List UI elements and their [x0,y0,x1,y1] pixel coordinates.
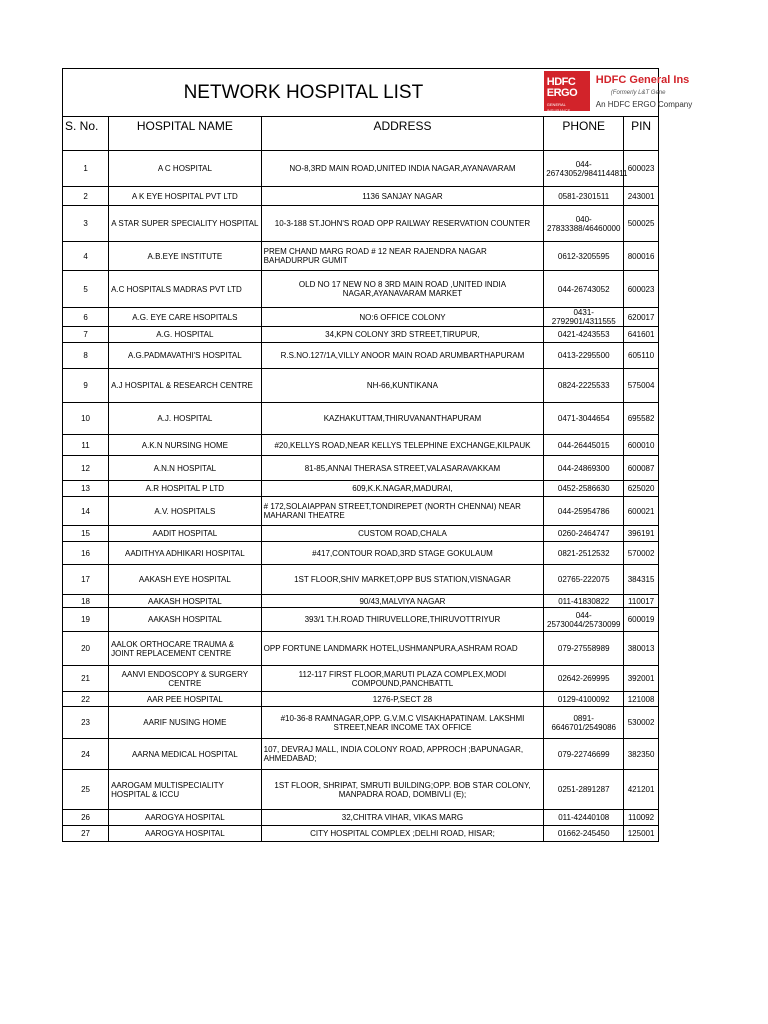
cell-phone: 0452-2586630 [544,481,624,497]
table-row [63,565,659,595]
cell-phone: 0821-2512532 [544,542,624,565]
cell-phone: 0421-4243553 [544,327,624,343]
table-row [63,542,659,565]
cell-address: 1136 SANJAY NAGAR [261,187,544,206]
cell-pin: 641601 [624,327,659,343]
cell-phone: 0891-6646701/2549086 [544,707,624,739]
cell-hospital-name: A.R HOSPITAL P LTD [109,481,262,497]
table-row [63,343,659,369]
cell-hospital-name: A STAR SUPER SPECIALITY HOSPITAL [109,206,262,242]
cell-sno: 18 [63,595,109,608]
cell-pin: 530002 [624,707,659,739]
cell-address: 107, DEVRAJ MALL, INDIA COLONY ROAD, APPROCH ;BAPUNAGAR, AHMEDABAD; [261,739,544,770]
table-row [63,770,659,810]
table-row [63,327,659,343]
cell-pin: 625020 [624,481,659,497]
header-row [63,117,659,151]
cell-pin: 110092 [624,810,659,826]
cell-sno: 13 [63,481,109,497]
cell-address: 393/1 T.H.ROAD THIRUVELLORE,THIRUVOTTRIYUR [261,608,544,632]
cell-pin: 575004 [624,369,659,403]
cell-pin: 243001 [624,187,659,206]
cell-address: CUSTOM ROAD,CHALA [261,526,544,542]
cell-phone: 0413-2295500 [544,343,624,369]
cell-pin: 600021 [624,497,659,526]
brand-name: HDFC General Ins [595,74,690,86]
cell-phone: 044-25954786 [544,497,624,526]
cell-hospital-name: A.J. HOSPITAL [109,403,262,435]
cell-phone: 044-26743052 [544,271,624,308]
column-header-name: HOSPITAL NAME [109,117,262,151]
cell-address: R.S.NO.127/1A,VILLY ANOOR MAIN ROAD ARUMBARTHAPURAM [261,343,544,369]
cell-phone: 01662-245450 [544,826,624,842]
cell-hospital-name: AADIT HOSPITAL [109,526,262,542]
cell-address: 32,CHITRA VIHAR, VIKAS MARG [261,810,544,826]
cell-pin: 380013 [624,632,659,666]
logo-mark [544,71,590,111]
table-row [63,369,659,403]
table-row [63,810,659,826]
cell-hospital-name: A.J HOSPITAL & RESEARCH CENTRE [109,369,262,403]
cell-pin: 600087 [624,456,659,481]
cell-address: 1276-P,SECT 28 [261,692,544,707]
cell-sno: 22 [63,692,109,707]
cell-phone: 0260-2464747 [544,526,624,542]
cell-sno: 10 [63,403,109,435]
table-row [63,826,659,842]
cell-sno: 1 [63,151,109,187]
cell-address: 112-117 FIRST FLOOR,MARUTI PLAZA COMPLEX,MODI COMPOUND,PANCHBATTL [261,666,544,692]
logo-mark-line2: ERGO [546,87,578,99]
table-row [63,271,659,308]
hospital-list-table [62,68,693,842]
cell-pin: 382350 [624,739,659,770]
cell-phone: 044-25730044/25730099 [544,608,624,632]
cell-phone: 044-26445015 [544,435,624,456]
cell-phone: 0129-4100092 [544,692,624,707]
cell-phone: 040-27833388/46460000 [544,206,624,242]
cell-pin: 500025 [624,206,659,242]
cell-hospital-name: AALOK ORTHOCARE TRAUMA & JOINT REPLACEMENT CENTRE [109,632,262,666]
column-header-phone: PHONE [544,117,624,151]
document-title: NETWORK HOSPITAL LIST [63,69,544,117]
cell-phone: 011-42440108 [544,810,624,826]
cell-address: NO-8,3RD MAIN ROAD,UNITED INDIA NAGAR,AYANAVARAM [261,151,544,187]
cell-phone: 079-22746699 [544,739,624,770]
cell-phone: 0431-2792901/4311555 [544,308,624,327]
cell-pin: 695582 [624,403,659,435]
cell-sno: 25 [63,770,109,810]
table-row [63,151,659,187]
table-row [63,187,659,206]
cell-hospital-name: AADITHYA ADHIKARI HOSPITAL [109,542,262,565]
cell-sno: 21 [63,666,109,692]
cell-phone: 02765-222075 [544,565,624,595]
cell-sno: 9 [63,369,109,403]
cell-sno: 7 [63,327,109,343]
table-row [63,595,659,608]
table-row [63,456,659,481]
cell-hospital-name: A C HOSPITAL [109,151,262,187]
column-header-sno: S. No. [63,117,109,151]
cell-address: 1ST FLOOR,SHIV MARKET,OPP BUS STATION,VISNAGAR [261,565,544,595]
cell-address: 1ST FLOOR, SHRIPAT, SMRUTI BUILDING;OPP. BOB STAR COLONY, MANPADRA ROAD, DOMBIVLI (E); [261,770,544,810]
cell-sno: 11 [63,435,109,456]
cell-phone: 0612-3205595 [544,242,624,271]
cell-hospital-name: AAKASH EYE HOSPITAL [109,565,262,595]
table-row [63,526,659,542]
table-row [63,692,659,707]
cell-pin: 600010 [624,435,659,456]
cell-address: OPP FORTUNE LANDMARK HOTEL,USHMANPURA,ASHRAM ROAD [261,632,544,666]
cell-sno: 24 [63,739,109,770]
cell-pin: 800016 [624,242,659,271]
cell-hospital-name: AAROGYA HOSPITAL [109,810,262,826]
brand-formerly: (Formerly L&T Gene [610,90,666,96]
cell-address: 34,KPN COLONY 3RD STREET,TIRUPUR, [261,327,544,343]
table-row [63,739,659,770]
cell-hospital-name: AAROGYA HOSPITAL [109,826,262,842]
table-row [63,707,659,739]
cell-address: NO:6 OFFICE COLONY [261,308,544,327]
cell-sno: 3 [63,206,109,242]
cell-hospital-name: AARIF NUSING HOME [109,707,262,739]
cell-address: #10-36-8 RAMNAGAR,OPP. G.V.M.C VISAKHAPATINAM. LAKSHMI STREET,NEAR INCOME TAX OFFICE [261,707,544,739]
table-row [63,242,659,271]
cell-hospital-name: AAKASH HOSPITAL [109,608,262,632]
table-row [63,308,659,327]
table-row [63,666,659,692]
cell-sno: 20 [63,632,109,666]
cell-pin: 421201 [624,770,659,810]
cell-pin: 125001 [624,826,659,842]
cell-sno: 27 [63,826,109,842]
cell-hospital-name: A.G.PADMAVATHI'S HOSPITAL [109,343,262,369]
cell-phone: 0471-3044654 [544,403,624,435]
cell-pin: 121008 [624,692,659,707]
cell-address: 609,K.K.NAGAR,MADURAI, [261,481,544,497]
cell-hospital-name: AAR PEE HOSPITAL [109,692,262,707]
cell-hospital-name: A.B.EYE INSTITUTE [109,242,262,271]
cell-pin: 600023 [624,271,659,308]
table-row [63,403,659,435]
cell-phone: 0824-2225533 [544,369,624,403]
logo-mark-tagline: GENERAL INSURANCE [546,102,571,113]
cell-sno: 23 [63,707,109,739]
cell-sno: 2 [63,187,109,206]
hdfc-ergo-logo [544,69,693,117]
cell-sno: 15 [63,526,109,542]
cell-phone: 02642-269995 [544,666,624,692]
cell-sno: 8 [63,343,109,369]
cell-phone: 011-41830822 [544,595,624,608]
brand-parent: An HDFC ERGO Company [595,100,693,109]
cell-sno: 19 [63,608,109,632]
cell-address: 81-85,ANNAI THERASA STREET,VALASARAVAKKAM [261,456,544,481]
cell-address: NH-66,KUNTIKANA [261,369,544,403]
cell-sno: 5 [63,271,109,308]
cell-phone: 044-26743052/9841144811 [544,151,624,187]
cell-pin: 570002 [624,542,659,565]
title-row [63,69,659,117]
column-header-pin: PIN [624,117,659,151]
cell-phone: 079-27558989 [544,632,624,666]
cell-address: #417,CONTOUR ROAD,3RD STAGE GOKULAUM [261,542,544,565]
cell-pin: 620017 [624,308,659,327]
cell-address: 10-3-188 ST.JOHN'S ROAD OPP RAILWAY RESERVATION COUNTER [261,206,544,242]
cell-pin: 396191 [624,526,659,542]
cell-pin: 605110 [624,343,659,369]
cell-address: CITY HOSPITAL COMPLEX ;DELHI ROAD, HISAR; [261,826,544,842]
cell-pin: 110017 [624,595,659,608]
cell-hospital-name: A.G. EYE CARE HSOPITALS [109,308,262,327]
cell-address: 90/43,MALVIYA NAGAR [261,595,544,608]
table-row [63,206,659,242]
cell-address: # 172,SOLAIAPPAN STREET,TONDIREPET (NORTH CHENNAI) NEAR MAHARANI THEATRE [261,497,544,526]
table-row [63,632,659,666]
cell-hospital-name: AARNA MEDICAL HOSPITAL [109,739,262,770]
table-row [63,497,659,526]
cell-address: KAZHAKUTTAM,THIRUVANANTHAPURAM [261,403,544,435]
cell-address: #20,KELLYS ROAD,NEAR KELLYS TELEPHINE EXCHANGE,KILPAUK [261,435,544,456]
cell-hospital-name: A.K.N NURSING HOME [109,435,262,456]
cell-pin: 600023 [624,151,659,187]
cell-sno: 26 [63,810,109,826]
cell-address: OLD NO 17 NEW NO 8 3RD MAIN ROAD ,UNITED INDIA NAGAR,AYANAVARAM MARKET [261,271,544,308]
logo-mark-line1: HDFC [546,76,576,88]
cell-pin: 600019 [624,608,659,632]
cell-pin: 392001 [624,666,659,692]
cell-address: PREM CHAND MARG ROAD # 12 NEAR RAJENDRA NAGAR BAHADURPUR GUMIT [261,242,544,271]
cell-sno: 14 [63,497,109,526]
cell-pin: 384315 [624,565,659,595]
table-row [63,481,659,497]
cell-hospital-name: A.V. HOSPITALS [109,497,262,526]
cell-hospital-name: AAKASH HOSPITAL [109,595,262,608]
cell-phone: 0581-2301511 [544,187,624,206]
cell-sno: 16 [63,542,109,565]
cell-hospital-name: AANVI ENDOSCOPY & SURGERY CENTRE [109,666,262,692]
cell-hospital-name: A.N.N HOSPITAL [109,456,262,481]
cell-sno: 17 [63,565,109,595]
cell-sno: 12 [63,456,109,481]
cell-phone: 0251-2891287 [544,770,624,810]
cell-sno: 6 [63,308,109,327]
cell-hospital-name: AAROGAM MULTISPECIALITY HOSPITAL & ICCU [109,770,262,810]
cell-hospital-name: A.G. HOSPITAL [109,327,262,343]
cell-phone: 044-24869300 [544,456,624,481]
cell-hospital-name: A.C HOSPITALS MADRAS PVT LTD [109,271,262,308]
table-row [63,435,659,456]
cell-hospital-name: A K EYE HOSPITAL PVT LTD [109,187,262,206]
column-header-address: ADDRESS [261,117,544,151]
table-row [63,608,659,632]
cell-sno: 4 [63,242,109,271]
